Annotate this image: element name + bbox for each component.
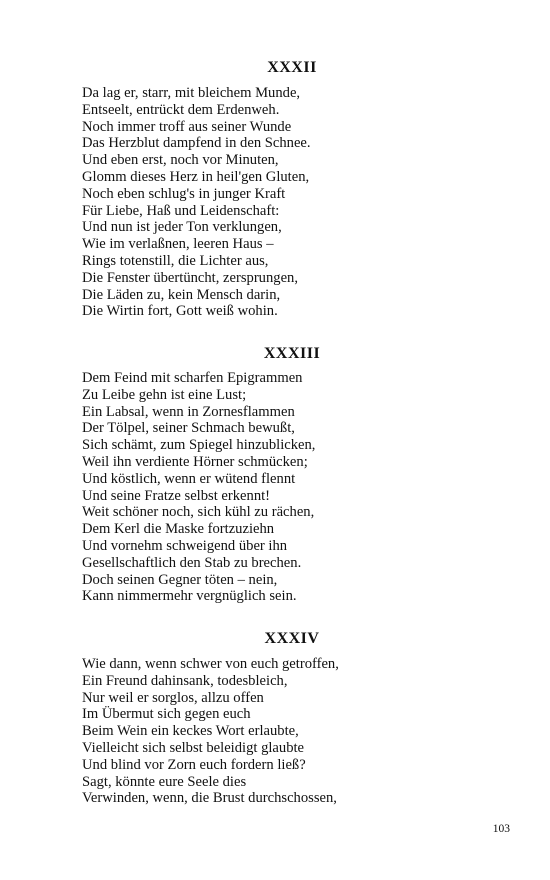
verse-line: Ein Labsal, wenn in Zornesflammen bbox=[82, 403, 295, 420]
verse-line: Im Übermut sich gegen euch bbox=[82, 706, 251, 723]
verse-line: Noch eben schlug's in junger Kraft bbox=[82, 185, 286, 202]
verse-line: Verwinden, wenn, die Brust durchschossen, bbox=[82, 790, 337, 807]
stanza-heading: XXXIV bbox=[264, 630, 320, 647]
verse-line: Beim Wein ein keckes Wort erlaubte, bbox=[82, 723, 299, 740]
verse-line: Dem Feind mit scharfen Epigrammen bbox=[82, 370, 303, 386]
verse-line: Gesellschaftlich den Stab zu brechen. bbox=[82, 554, 302, 571]
stanza-section-34 bbox=[82, 629, 502, 807]
verse-line: Kann nimmermehr vergnüglich sein. bbox=[82, 588, 297, 605]
verse-line: Für Liebe, Haß und Leidenschaft: bbox=[82, 202, 280, 219]
stanza-text bbox=[82, 656, 502, 807]
stanza-text bbox=[82, 85, 502, 320]
stanza-heading: XXXII bbox=[267, 59, 317, 76]
stanza-section-33 bbox=[82, 344, 502, 605]
verse-line: Nur weil er sorglos, allzu offen bbox=[82, 689, 264, 706]
verse-line: Die Läden zu, kein Mensch darin, bbox=[82, 286, 281, 303]
verse-line: Weit schöner noch, sich kühl zu rächen, bbox=[82, 504, 315, 521]
stanza-text bbox=[82, 370, 502, 605]
verse-line: Vielleicht sich selbst beleidigt glaubte bbox=[82, 739, 305, 756]
verse-line: Weil ihn verdiente Hörner schmücken; bbox=[82, 453, 308, 470]
verse-line: Sagt, könnte eure Seele dies bbox=[82, 773, 247, 790]
verse-line: Und blind vor Zorn euch fordern ließ? bbox=[82, 756, 306, 773]
verse-line: Noch immer troff aus seiner Wunde bbox=[82, 118, 292, 135]
verse-line: Und köstlich, wenn er wütend flennt bbox=[82, 470, 296, 487]
verse-line: Doch seinen Gegner töten – nein, bbox=[82, 571, 278, 588]
verse-line: Ein Freund dahinsank, todesbleich, bbox=[82, 672, 288, 689]
verse-line: Der Tölpel, seiner Schmach bewußt, bbox=[82, 420, 295, 437]
verse-line: Und eben erst, noch vor Minuten, bbox=[82, 152, 279, 169]
verse-line: Entseelt, entrückt dem Erdenweh. bbox=[82, 101, 280, 118]
page-number: 103 bbox=[492, 823, 510, 835]
verse-line: Und vornehm schweigend über ihn bbox=[82, 537, 288, 554]
verse-line: Glomm dieses Herz in heil'gen Gluten, bbox=[82, 168, 310, 185]
verse-line: Die Wirtin fort, Gott weiß wohin. bbox=[82, 303, 278, 320]
verse-line: Die Fenster übertüncht, zersprungen, bbox=[82, 269, 298, 286]
verse-line: Und seine Fratze selbst erkennt! bbox=[82, 487, 271, 504]
verse-line: Und nun ist jeder Ton verklungen, bbox=[82, 219, 282, 236]
verse-line: Wie im verlaßnen, leeren Haus – bbox=[82, 236, 274, 253]
verse-line: Das Herzblut dampfend in den Schnee. bbox=[82, 135, 311, 152]
verse-line: Wie dann, wenn schwer von euch getroffen, bbox=[82, 656, 339, 672]
verse-line: Zu Leibe gehn ist eine Lust; bbox=[82, 386, 247, 403]
verse-line: Rings totenstill, die Lichter aus, bbox=[82, 252, 269, 269]
stanza-heading: XXXIII bbox=[263, 345, 321, 362]
verse-line: Dem Kerl die Maske fortzuziehn bbox=[82, 521, 275, 538]
verse-line: Da lag er, starr, mit bleichem Munde, bbox=[82, 85, 301, 101]
verse-line: Sich schämt, zum Spiegel hinzublicken, bbox=[82, 437, 316, 454]
stanza-section-32 bbox=[82, 58, 502, 320]
